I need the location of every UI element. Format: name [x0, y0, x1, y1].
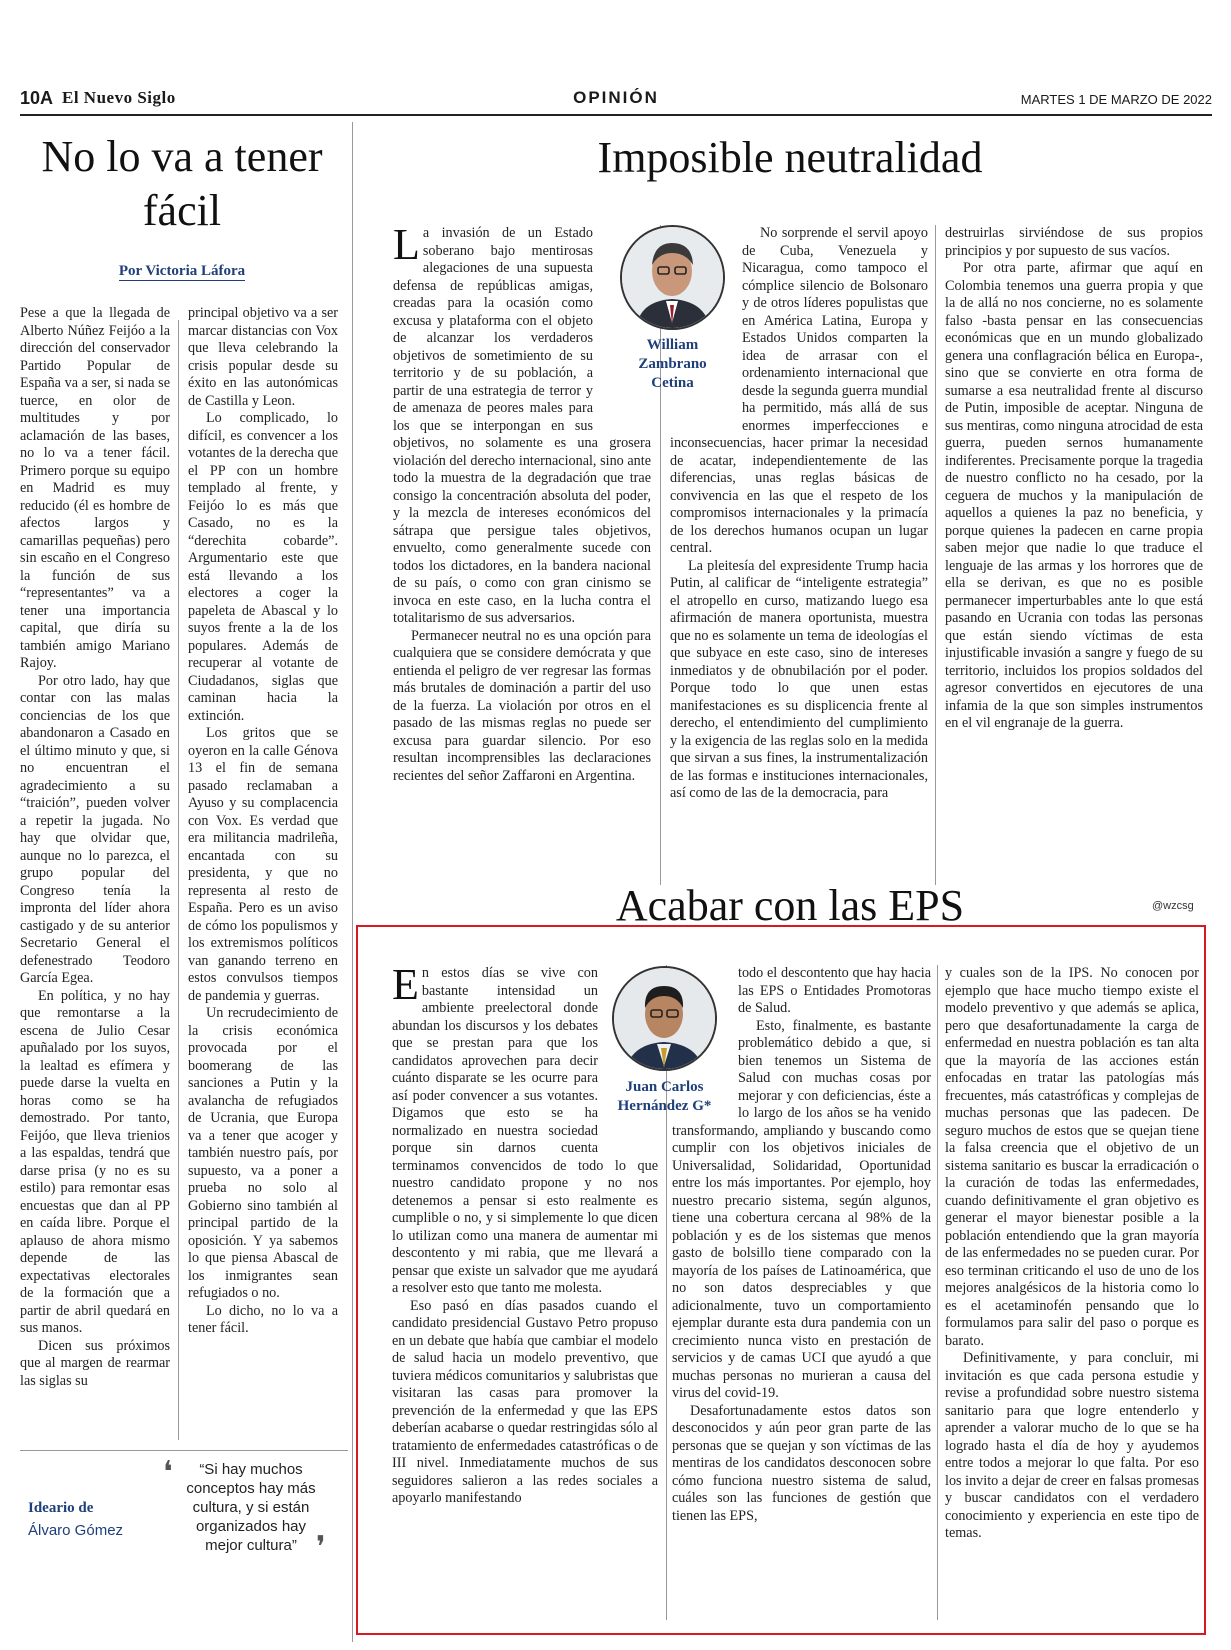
paragraph: La pleitesía del expresidente Trump hacia Putin, al calificar de “inteligente estrategia” el atropello en curso, matizando luego esa afirmación de manera oportunista, muestra que no es solamente un tema de ideologías el que subyace en este caso, sino de intereses inmediatos y de obnubilación por el poder. Porque todo lo que unen estas manifestaciones es su displicencia frente al derecho, el entendimiento del cumplimiento y la exigencia de las reglas solo en la medida que sirvan a sus fines, la instrumentalización de las formas e instituciones internacionales, así como de las de la democracia, para [670, 557, 928, 801]
author-second-name: Zambrano [638, 356, 707, 372]
paragraph: Lo complicado, lo difícil, es convencer a los votantes de la derecha que el PP con un hombre templado al frente, y Feijóo lo es más que Casado, no es la “derechita cobarde”. Argumentario este que está llevando a los electores a coger la papeleta de Abascal y lo suyos frente a la de los populares. Además de recuperar al votante de Ciudadanos, siglas que caminan hacia la extinción. [188, 410, 338, 724]
ideario-author: Álvaro Gómez [28, 1522, 124, 1539]
paragraph: Por otra parte, afirmar que aquí en Colombia tenemos una guerra propia y que la de allá no nos concierne, no es solamente falso -basta pensar en las consecuencias económicas que en un mundo globalizado genera una conflagración bélica en Europa-, sino que se convierte en otra forma de sumarse a esa neutralidad frente al discurso de Putin, imposible de aceptar. Ninguna de sus mentiras, como ninguna atrocidad de esta guerra, pueden sernos humanamente indiferentes. Precisamente porque la tragedia de nuestro conflicto no ha cesado, por la ceguera de muchos y la manipulación de aquellos a quienes la paz no beneficia, y porque quienes la padecen en carne propia saben mejor que nadie lo que traduce el lenguaje de las armas y los horrores que de ella se derivan, es que no es posible permanecer imperturbables ante lo que está pasando en Ucrania con todas las personas que están siendo víctimas de esta injustificable invasión a sangre y fuego de su territorio, incluidos los propios soldados del agresor convertidos en ejecutores de una infamia de la que son simples instrumentos en el vil engranaje de la guerra. [945, 260, 1203, 731]
eps-article-title: Acabar con las EPS [615, 881, 965, 930]
drop-cap: L [393, 225, 420, 269]
paragraph: Un recrudecimiento de la crisis económica provocada por el boomerang de las sanciones a Putin y la avalancha de refugiados de Ucrania, que Europa va a tener que acoger y también nuestro país, por supuesto, va a poner a prueba no solo al Gobierno sino también al principal partido de la oposición. Y ya sabemos lo que piensa Abascal de los inmigrantes sean refugiados o no. [188, 1005, 338, 1301]
main-article-title: Imposible neutralidad [597, 133, 983, 182]
newspaper-name: El Nuevo Siglo [62, 88, 176, 107]
paragraph: En política, y no hay que remontarse a la escena de Julio Cesar apuñalado por los suyos, la lealtad es efímera y puede darse la vuelta en horas como se ha demostrado. Por tanto, Feijóo, que lleva trienios a las espaldas, tendrá que darse prisa (y no es su estilo) para remontar esas encuestas que dan al PP en caída libre. Porque el aplauso de ahora mismo depende de las expectativas electorales de la formación que a partir de abril quedará en sus manos. [20, 987, 170, 1336]
quote-open-icon: ❛ [163, 1456, 173, 1489]
left-article-title: No lo va a tener fácil [41, 132, 323, 235]
paragraph: Dicen sus próximos que al margen de rearmar las siglas su [20, 1337, 170, 1389]
section-name: OPINIÓN [573, 88, 659, 107]
paragraph: Lo dicho, no lo va a tener fácil. [188, 1302, 338, 1336]
column-divider [935, 225, 936, 885]
paragraph: todo el descontento que hay hacia las EPS o Entidades Promotoras de Salud. [738, 965, 931, 1016]
author-second-name: Hernández G* [617, 1098, 712, 1114]
left-article-column-2 [188, 305, 338, 1440]
eps-article-column-3 [945, 965, 1199, 1620]
paragraph: Por otro lado, hay que contar con las malas conciencias de los que abandonaron a Casado en el último minuto y que, si no encuentran el agradecimiento a su “traición”, pueden volver a repetir la jugada. No hay que olvidar que, aunque no lo parezca, el grupo popular del Congreso tenía la impronta del líder ahora castigado y de su anterior Secretario General el defenestrado Teodoro García Egea. [20, 672, 170, 986]
paragraph: No sorprende el servil apoyo de Cuba, Venezuela y Nicaragua, como tampoco el cómplice silencio de Bolsonaro y de otros líderes populistas que en América Latina, Europa y Estados Unidos comparten la idea de arrasar con el ordenamiento internacional que desde la segunda guerra mundial ha permitido, más allá de sus enormes imperfecciones e inconsecuencias, hacer primar la necesidad de acatar, independientemente de las diferencias, unas reglas básicas de convivencia en las que el respeto de los compromisos internacionales y la primacía de los derechos humanos ocupan un lugar central. [670, 225, 928, 556]
issue-date: MARTES 1 DE MARZO DE 2022 [1020, 92, 1212, 107]
page-header [20, 86, 1212, 116]
column-divider [178, 320, 179, 1440]
column-divider [352, 122, 353, 1642]
drop-cap: E [392, 965, 419, 1009]
paragraph: Eso pasó en días pasados cuando el candidato presidencial Gustavo Petro propuso en un debate que había que cambiar el modelo de salud hacia un modelo preventivo, que tuviera médicos comunitarios y salubristas que visitaran las casas para promover la prevención de la enfermedad y que las EPS deberían acabarse o quedar restringidas sólo al tratamiento de enfermedades catastróficas o de III nivel. Inmediatamente muchos de sus seguidores salieron a las redes sociales a apoyarlo manifestando [392, 1297, 658, 1506]
paragraph: Esto, finalmente, es bastante problemático debido a que, si bien tenemos un Sistema de Salud con muchas cosas por mejorar y con deficiencias, éste a lo largo de los años se ha venido transformando, ampliando y buscando como cumplir con los objetivos iniciales de Universalidad, Solidaridad, Oportunidad entre los más importantes. Por ejemplo, hoy nuestro precario sistema, según algunos, tiene una cobertura cercana al 98% de la población y es de los sistemas que menos gasto de bolsillo tiene comparado con la mayoría de los países de Latinoamérica, que no son datos despreciables y que adicionalmente, tuvo un comportamiento ejemplar durante esta dura pandemia con un crecimiento nunca visto en prestación de servicios y de camas UCI que ayudó a que muchas personas no murieran a causa del virus del covid-19. [672, 1017, 931, 1401]
paragraph: Pese a que la llegada de Alberto Núñez Feijóo a la dirección del conservador Partido Popular de España va a ser, si nada se tuerce, en olor de multitudes y por aclamación de las bases, no lo va a tener fácil. Primero porque su equipo en Madrid es muy reducido (él es hombre de afectos largos y camarillas pequeñas) pero sin escaño en el Congreso la función de sus “representantes” va a tener una importancia capital, que diría su también amigo Mariano Rajoy. [20, 305, 170, 671]
byline-text: Por Victoria Láfora [118, 263, 246, 279]
eps-article-column-1 [392, 965, 658, 1620]
paragraph: Definitivamente, y para concluir, mi invitación es que cada persona estudie y revise a profundidad sobre nuestro sistema sanitario para que logre entenderlo y aprender a valorar mucho de lo que se ha logrado hasta el día de hoy y ayudemos entre todos a mejorar lo que falta. Por eso los invito a dejar de creer en falsas promesas y buscar candidatos con el verdadero conocimiento y experiencia en este tipo de temas. [945, 1350, 1199, 1541]
quote-close-icon: ❜ [316, 1531, 326, 1564]
paragraph: Los gritos que se oyeron en la calle Génova 13 el fin de semana pasado reclamaban a Ayuso y su complacencia con Vox. Es verdad que era militancia madrileña, encantada con su presidenta, y que no representa al resto de España. Pero es un aviso de cómo los populismos y los extremismos políticos van ganando terreno en estos convulsos tiempos de pandemia y guerras. [188, 725, 338, 1004]
eps-article-column-2 [672, 965, 931, 1620]
author-handle: @wzcsg [1152, 900, 1194, 912]
paragraph: Permanecer neutral no es una opción para cualquiera que se considere demócrata y que entienda el peligro de ver regresar las formas más brutales de dominación a partir del uso de la fuerza. La violación por otros en el pasado de las mismas reglas no puede ser excusa para guardar silencio. Por eso resultan incomprensibles las declaraciones recientes del señor Zaffaroni en Argentina. [393, 627, 651, 784]
author-first-name: William [646, 337, 699, 353]
paragraph: y cuales son de la IPS. No conocen por ejemplo que hace mucho tiempo existe el modelo preventivo y que además se aplica, pero que desafortunadamente la carga de enfermedad en nuestra población es tan alta que la mayoría de las acciones están enfocadas en tratar las patologías más frecuentes, más catastróficas y complejas de muchas personas que las padecen. De seguro muchos de estos que se quejan tiene la falsa creencia que el objetivo de un sistema sanitario es buscar la erradicación o la curación de todas las enfermedades, cuando definitivamente el gran objetivo es generar el mayor bienestar posible a la población entendiendo que la gran mayoría de las enfermedades no se pueden curar. Por eso terminan criticando el uso de uno de los mejores analgésicos de la historia como lo es el acetaminofén pensando que lo formulamos para salir del paso o porque es barato. [945, 965, 1199, 1349]
left-article-column-1 [20, 305, 170, 1440]
author-first-name: Juan Carlos [625, 1079, 704, 1095]
paragraph: destruirlas sirviéndose de sus propios principios y por supuesto de sus vacíos. [945, 225, 1203, 259]
main-article-column-3 [945, 225, 1203, 845]
main-article-column-1 [393, 225, 651, 845]
paragraph: Desafortunadamente estos datos son desconocidos y aún peor gran parte de las personas que se quejan y son víctimas de las mentiras de los candidatos desconocen sobre cómo funciona nuestro sistema de salud, cuáles son las funciones de gestión que tienen las EPS, [672, 1402, 931, 1524]
ideario-label: Ideario de [28, 1500, 94, 1516]
paragraph-text: a invasión de un Estado soberano bajo mentirosas alegaciones de una supuesta defensa de repúblicas amigas, creadas para la ocasión como excusa y plataforma con el objeto de alcanzar los verdaderos objetivos de sometimiento de su territorio y de su población, a partir de una estrategia de terror y de amenaza de peores males para los que se interpongan en sus objetivos, no solamente es una grosera violación del derecho internacional, sino ante todo la muestra de la degradación que trae consigo la concentración absoluta del poder, y la mezcla de intereses económicos del sátrapa que persigue tales objetivos, envuelto, como generalmente sucede con todos los dictadores, en la bandera nacional de su país, o como con gran cinismo se invoca en este caso, en la lucha contra el totalitarismo de sus adversarios. [393, 225, 651, 626]
main-article-column-2 [670, 225, 928, 845]
pull-quote: “Si hay muchos conceptos hay más cultura, y si están organizados hay mejor cultura” [186, 1461, 316, 1554]
author-third-name: Cetina [651, 375, 694, 391]
page-number: 10A [20, 88, 54, 108]
paragraph: principal objetivo va a ser marcar distancias con Vox que lleva celebrando la crisis popular desde su éxito en las autonómicas de Castilla y Leon. [188, 305, 338, 409]
left-article-byline [22, 263, 342, 280]
paragraph-text: n estos días se vive con bastante intensidad un ambiente preelectoral donde abundan los discursos y los debates que se prestan para que los candidatos aprovechen para decir cuánto disparate se les ocurre para así poder convencer a sus votantes. Digamos que esto se ha normalizado en nuestra sociedad porque sin darnos cuenta terminamos convencidos de todo lo que nuestro candidato propone y no nos detenemos a pensar si esto realmente es cumplible o no, y si simplemente lo que dicen lo utilizan como una manera de aumentar mi descontento y mi rabia, que me llevará a pensar que existe un salvador que me ayudará a resolver esto que tanto me molesta. [392, 965, 658, 1296]
quote-divider [20, 1450, 348, 1451]
